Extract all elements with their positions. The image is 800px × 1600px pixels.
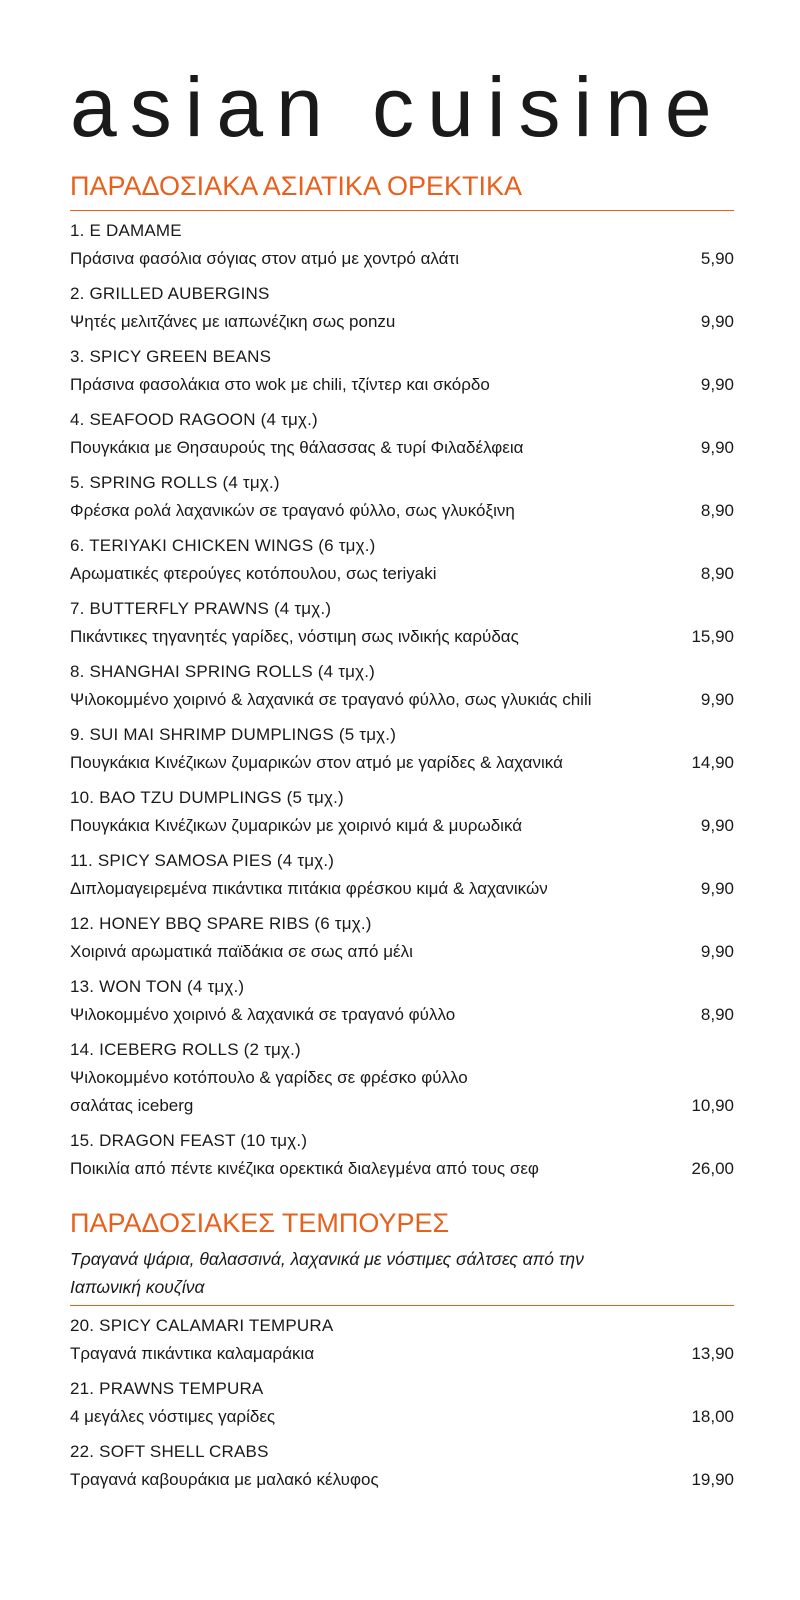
menu-item-name: 20. SPICY CALAMARI TEMPURA [70, 1316, 334, 1335]
menu-item-name: 21. PRAWNS TEMPURA [70, 1379, 264, 1398]
menu-item-row [70, 1403, 734, 1431]
menu-item-name: 5. SPRING ROLLS (4 τμχ.) [70, 473, 280, 492]
menu-item-name: 10. BAO TZU DUMPLINGS (5 τμχ.) [70, 788, 344, 807]
menu-item [70, 721, 734, 777]
menu-item-row [70, 875, 734, 903]
menu-item-price: 5,90 [700, 249, 734, 268]
section-heading: ΠΑΡΑΔΟΣΙΑΚΑ ΑΣΙΑΤΙΚΑ ΟΡΕΚΤΙΚΑ [70, 171, 522, 201]
menu-item-description: Ψιλοκομμένο χοιρινό & λαχανικά σε τραγανό φύλλο, σως γλυκιάς chili [70, 690, 592, 709]
menu-item [70, 1375, 734, 1431]
menu-item-description: 4 μεγάλες νόστιμες γαρίδες [70, 1407, 276, 1426]
menu-item-price: 9,90 [700, 375, 734, 394]
menu-item-price: 26,00 [691, 1159, 734, 1178]
menu-item [70, 847, 734, 903]
menu-item-name: 6. TERIYAKI CHICKEN WINGS (6 τμχ.) [70, 536, 376, 555]
section-subtitle: Τραγανά ψάρια, θαλασσινά, λαχανικά με νόστιμες σάλτσες από την Ιαπωνική κουζίνα [70, 1249, 584, 1297]
menu-item [70, 910, 734, 966]
menu-item-description: Πουγκάκια Κινέζικων ζυμαρικών με χοιρινό κιμά & μυρωδικά [70, 816, 523, 835]
menu-item-description: Ψιλοκομμένο χοιρινό & λαχανικά σε τραγανό φύλλο [70, 1005, 456, 1024]
menu-item [70, 1127, 734, 1183]
menu-item-row [70, 1001, 734, 1029]
menu-item [70, 469, 734, 525]
menu-item-row [70, 1340, 734, 1368]
menu-item-description: Χοιρινά αρωματικά παϊδάκια σε σως από μέλι [70, 942, 413, 961]
menu-item-price: 13,90 [691, 1344, 734, 1363]
menu-item-description: Τραγανά καβουράκια με μαλακό κέλυφος [70, 1470, 379, 1489]
menu-item-price: 8,90 [700, 501, 734, 520]
menu-item-row [70, 308, 734, 336]
menu-item-description: Αρωματικές φτερούγες κοτόπουλου, σως teriyaki [70, 564, 437, 583]
menu-item-name: 15. DRAGON FEAST (10 τμχ.) [70, 1131, 308, 1150]
menu-item-row [70, 371, 734, 399]
menu-item-row [70, 1064, 734, 1120]
menu-item-price: 9,90 [700, 879, 734, 898]
menu-item-description: Τραγανά πικάντικα καλαμαράκια [70, 1344, 315, 1363]
menu-item-list [70, 1312, 734, 1494]
menu-item-row [70, 497, 734, 525]
menu-item-description: Πράσινα φασόλια σόγιας στον ατμό με χοντρό αλάτι [70, 249, 459, 268]
menu-item-name: 22. SOFT SHELL CRABS [70, 1442, 269, 1461]
menu-item-price: 9,90 [700, 312, 734, 331]
menu-item [70, 343, 734, 399]
section-divider [70, 1305, 734, 1306]
menu-item-price: 8,90 [700, 564, 734, 583]
section-tempura [70, 1207, 734, 1494]
menu-item-description: Πράσινα φασολάκια στο wok με chili, τζίντερ και σκόρδο [70, 375, 490, 394]
menu-item-description: Πικάντικες τηγανητές γαρίδες, νόστιμη σως ινδικής καρύδας [70, 627, 519, 646]
menu-item [70, 973, 734, 1029]
menu-item-name: 13. WON TON (4 τμχ.) [70, 977, 245, 996]
menu-item [70, 1312, 734, 1368]
menu-item-description: Πουγκάκια Κινέζικων ζυμαρικών στον ατμό με γαρίδες & λαχανικά [70, 753, 563, 772]
menu-item-description: Πουγκάκια με Θησαυρούς της θάλασσας & τυρί Φιλαδέλφεια [70, 438, 524, 457]
menu-item [70, 532, 734, 588]
menu-item [70, 1438, 734, 1494]
menu-item [70, 406, 734, 462]
menu-item-name: 4. SEAFOOD RAGOON (4 τμχ.) [70, 410, 318, 429]
menu-item-name: 8. SHANGHAI SPRING ROLLS (4 τμχ.) [70, 662, 376, 681]
menu-item [70, 217, 734, 273]
menu-item-name: 3. SPICY GREEN BEANS [70, 347, 272, 366]
menu-item-row [70, 245, 734, 273]
menu-item-name: 14. ICEBERG ROLLS (2 τμχ.) [70, 1040, 301, 1059]
menu-item-price: 15,90 [691, 627, 734, 646]
menu-item-price: 9,90 [700, 438, 734, 457]
menu-item-row [70, 686, 734, 714]
menu-item-row [70, 938, 734, 966]
section-heading: ΠΑΡΑΔΟΣΙΑΚΕΣ ΤΕΜΠΟΥΡΕΣ [70, 1208, 450, 1238]
menu-item [70, 280, 734, 336]
menu-item-name: 1. E DAMAME [70, 221, 182, 240]
menu-item-row [70, 434, 734, 462]
menu-item-row [70, 623, 734, 651]
menu-item [70, 595, 734, 651]
page-title: asian cuisine [70, 60, 725, 154]
menu-item-name: 2. GRILLED AUBERGINS [70, 284, 270, 303]
menu-item [70, 658, 734, 714]
menu-item-row [70, 1155, 734, 1183]
menu-item-price: 19,90 [691, 1470, 734, 1489]
menu-item-price: 14,90 [691, 753, 734, 772]
menu-item-description: Διπλομαγειρεμένα πικάντικα πιτάκια φρέσκου κιμά & λαχανικών [70, 879, 548, 898]
menu-item-price: 9,90 [700, 942, 734, 961]
menu-item-price: 9,90 [700, 816, 734, 835]
menu-item-price: 8,90 [700, 1005, 734, 1024]
menu-item-name: 11. SPICY SAMOSA PIES (4 τμχ.) [70, 851, 335, 870]
menu-page [70, 0, 734, 1501]
menu-item-price: 18,00 [691, 1407, 734, 1426]
menu-item [70, 784, 734, 840]
menu-item-row [70, 1466, 734, 1494]
menu-item [70, 1036, 734, 1120]
section-appetizers [70, 170, 734, 1183]
menu-item-row [70, 560, 734, 588]
menu-item-description: Φρέσκα ρολά λαχανικών σε τραγανό φύλλο, σως γλυκόξινη [70, 501, 515, 520]
menu-item-price: 9,90 [700, 690, 734, 709]
menu-item-row [70, 749, 734, 777]
menu-item-name: 7. BUTTERFLY PRAWNS (4 τμχ.) [70, 599, 332, 618]
menu-item-description: Ψητές μελιτζάνες με ιαπωνέζικη σως ponzu [70, 312, 396, 331]
menu-item-description: Ποικιλία από πέντε κινέζικα ορεκτικά διαλεγμένα από τους σεφ [70, 1159, 539, 1178]
menu-item-price: 10,90 [691, 1096, 734, 1115]
menu-item-row [70, 812, 734, 840]
section-divider [70, 210, 734, 211]
menu-item-name: 12. HONEY BBQ SPARE RIBS (6 τμχ.) [70, 914, 372, 933]
menu-item-description: Ψιλοκομμένο κοτόπουλο & γαρίδες σε φρέσκο φύλλο σαλάτας iceberg [70, 1068, 468, 1115]
menu-item-name: 9. SUI MAI SHRIMP DUMPLINGS (5 τμχ.) [70, 725, 397, 744]
menu-item-list [70, 217, 734, 1183]
